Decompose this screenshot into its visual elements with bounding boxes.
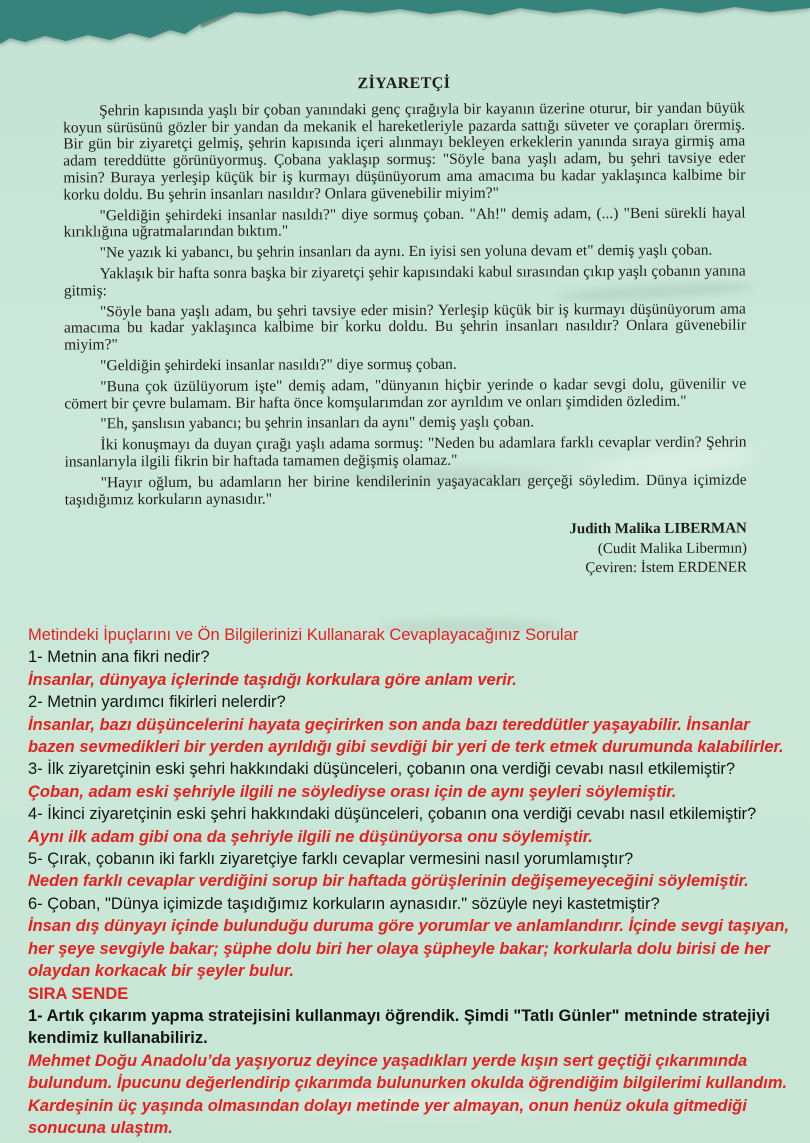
questions-heading: Metindeki İpuçlarını ve Ön Bilgilerinizi Kullanarak Cevaplayacağınız Sorular xyxy=(28,626,579,644)
story-paragraph: "Buna çok üzülüyorum işte" demiş adam, "dünyanın hiçbir yerinde o kadar sevgi dolu, güvenilir ve cömert bir çevre bulamam. Bir hafta önce komşularımdan zor ayrıldım ve onları şimdiden özledim." xyxy=(64,375,747,413)
story-title: ZİYARETÇİ xyxy=(357,74,451,93)
answer-4: Aynı ilk adam gibi ona da şehriyle ilgili ne düşünüyorsa onu söylemiştir. xyxy=(28,827,593,846)
sira-sende-question: 1- Artık çıkarım yapma stratejisini kullanmayı öğrendik. Şimdi "Tatlı Günler" metninde stratejiyi kendimiz kullanabiliriz. xyxy=(28,1006,770,1048)
answer-2: İnsanlar, bazı düşüncelerini hayata geçirirken son anda bazı tereddütler yaşayabilir. İnsanlar bazen sevmedikleri bir yerden ayrıldığı gibi sevdiği bir yeri de terk etmek durumunda kalabilirler. xyxy=(28,715,784,757)
author-name: Judith Malika LIBERMAN xyxy=(569,520,747,538)
translator: Çeviren: İstem ERDENER xyxy=(585,559,748,577)
story-paragraph: Yaklaşık bir hafta sonra başka bir ziyaretçi şehir kapısındaki kabul sırasından çıkıp yaşlı çobanın yanına gitmiş: xyxy=(63,262,746,300)
sira-sende-answer: Mehmet Doğu Anadolu’da yaşıyoruz deyince yaşadıkları yerde kışın sert geçtiği çıkarımında bulundum. İpucunu değerlendirip çıkarımda bulunurken okulda öğrendiğim bilgilerimi kullandım. Kardeşinin üç yaşında olmasından dolayı metinde yer almayan, onun henüz okula gitmediği sonucuna ulaştım. xyxy=(28,1051,788,1137)
story-paragraph: "Geldiğin şehirdeki insanlar nasıldı?" diye sormuş çoban. xyxy=(100,355,457,375)
sira-sende-heading: SIRA SENDE xyxy=(28,984,129,1003)
byline xyxy=(65,520,747,581)
story-paragraph: "Ne yazık ki yabancı, bu şehrin insanları da aynı. En iyisi sen yoluna devam et" demiş yaşlı çoban. xyxy=(99,241,713,262)
answer-6: İnsan dış dünyayı içinde bulunduğu duruma göre yorumlar ve anlamlandırır. İçinde sevgi taşıyan, her şeye sevgiyle bakar; şüphe dolu biri her olaya şüpheyle bakar; korkularla dolu birisi de her olaydan korkacak bir şeyler bulur. xyxy=(28,917,790,981)
story-paragraph: "Söyle bana yaşlı adam, bu şehri tavsiye eder misin? Yerleşip küçük bir iş kurmayı düşünüyorum ama amacıma bu kadar yaklaşınca kalbime bir korku doldu. Bu şehrin insanları nasıldır? Onlara güvenebilir miyim?" xyxy=(63,300,747,354)
question-2: 2- Metnin yardımcı fikirleri nelerdir? xyxy=(28,693,286,712)
answer-3: Çoban, adam eski şehriyle ilgili ne söylediyse orası için de aynı şeyleri söylemiştir. xyxy=(28,782,677,801)
questions-section xyxy=(28,624,792,1139)
author-alt-name: (Cudit Malika Libermın) xyxy=(597,540,747,557)
story-paragraph: "Hayır oğlum, bu adamların her birine kendilerinin yaşayacakları gerçeği söyledim. Dünya içimizde taşıdığımız korkuların aynasıdır." xyxy=(64,471,747,509)
story-paragraph: "Eh, şanslısın yabancı; bu şehrin insanları da aynı" demiş yaşlı çoban. xyxy=(100,413,535,433)
question-4: 4- İkinci ziyaretçinin eski şehri hakkındaki düşünceleri, çobanın ona verdiği cevabı nasıl etkilemiştir? xyxy=(28,805,757,824)
answer-1: İnsanlar, dünyaya içlerinde taşıdığı korkulara göre anlam verir. xyxy=(28,670,517,689)
story-paragraph: İki konuşmayı da duyan çırağı yaşlı adama sormuş: "Neden bu adamlara farklı cevaplar verdin? Şehrin insanlarıyla ilgili fikrin bir haftada tamamen değişmiş olamaz." xyxy=(64,433,747,471)
story-paragraph: "Geldiğin şehirdeki insanlar nasıldı?" diye sormuş çoban. "Ah!" demiş adam, (...) "Beni sürekli hayal kırıklığına uğratmalarından bıktım." xyxy=(63,204,746,241)
answer-5: Neden farklı cevaplar verdiğini sorup bir haftada görüşlerinin değişemeyeceğini söylemiştir. xyxy=(28,872,749,891)
torn-paper-edge-icon xyxy=(0,0,810,52)
question-6: 6- Çoban, "Dünya içimizde taşıdığımız korkuların aynasıdır." sözüyle neyi kastetmiştir? xyxy=(28,894,660,913)
story-section xyxy=(63,75,747,582)
question-3: 3- İlk ziyaretçinin eski şehri hakkındaki düşünceleri, çobanın ona verdiği cevabı nasıl etkilemiştir? xyxy=(28,760,736,779)
story-paragraph: Şehrin kapısında yaşlı bir çoban yanındaki genç çırağıyla bir kayanın üzerine oturur, bir yandan büyük koyun sürüsünü gözler bir yandan da mekanik el hareketleriyle pazarda sattığı süveter ve çorapları örermiş. Bir gün bir ziyaretçi gelmiş, şehrin kapısında içeri alınmayı bekleyen erkeklerin yanında sıraya girmiş ama adam tereddütte görünüyormuş. Çobana yaklaşıp sormuş: "Söyle bana yaşlı adam, bu şehri tavsiye eder misin? Buraya yerleşip küçük bir iş kurmayı düşünüyorum ama amacıma bu kadar yaklaşınca kalbime bir korku doldu. Bu şehrin insanları nasıldır? Onlara güvenebilir miyim?" xyxy=(63,99,746,204)
question-1: 1- Metnin ana fikri nedir? xyxy=(28,648,210,667)
question-5: 5- Çırak, çobanın iki farklı ziyaretçiye farklı cevaplar vermesini nasıl yorumlamıştır? xyxy=(28,850,634,869)
